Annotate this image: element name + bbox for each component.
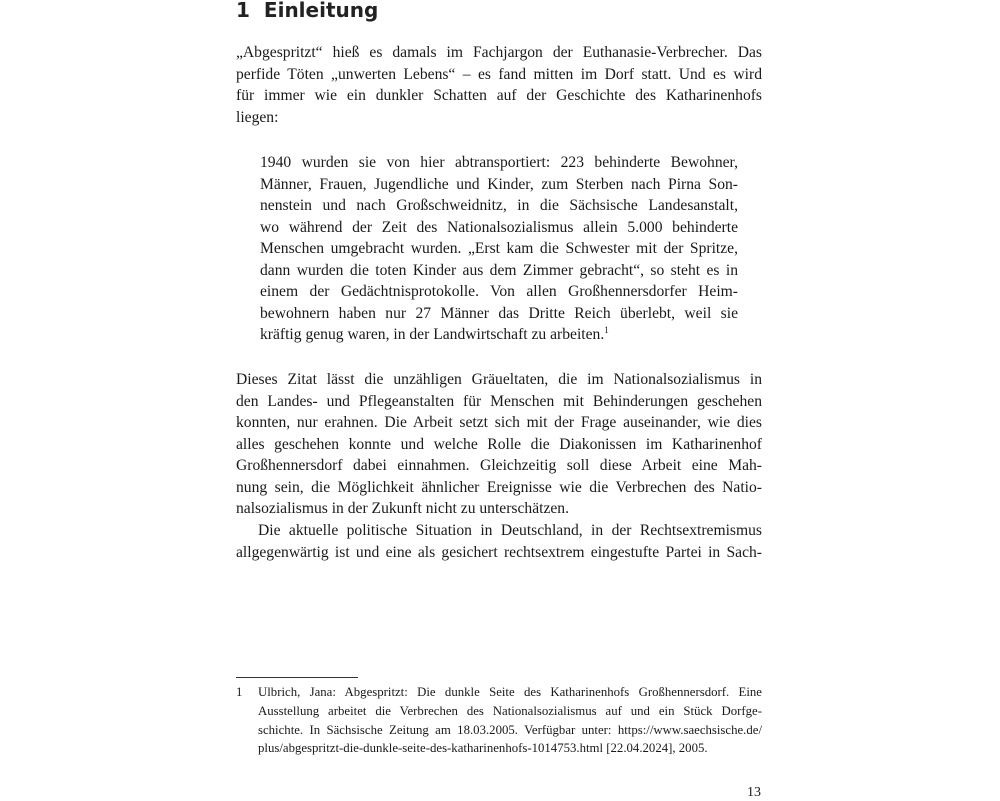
quote-line: bewohnern haben nur 27 Männer das Dritte Reich überlebt, weil sie	[260, 304, 738, 322]
block-quote	[260, 152, 738, 346]
quote-line: Männer, Frauen, Jugendliche und Kinder, zum Sterben nach Pirna Son-	[260, 175, 738, 193]
body-line: Großhennersdorf dabei einnahmen. Gleichzeitig soll diese Arbeit eine Mah-	[236, 457, 762, 474]
footnote-number: 1	[236, 685, 243, 699]
footnote-text: Ulbrich, Jana: Abgespritzt: Die dunkle Seite des Katharinenhofs Großhennersdorf. Eine	[258, 685, 762, 699]
body-line: alles geschehen konnte und welche Rolle die Diakonissen im Katharinenhof	[236, 435, 762, 453]
body-line: allgegenwärtig ist und eine als gesichert rechtsextrem eingestufte Partei in Sach-	[236, 543, 762, 561]
intro-line: „Abgespritzt“ hieß es damals im Fachjargon der Euthanasie-Verbrecher. Das	[236, 44, 762, 61]
intro-line: liegen:	[236, 108, 279, 126]
quote-line: dann wurden die toten Kinder aus dem Zimmer gebracht“, so steht es in	[260, 261, 738, 279]
intro-paragraph	[236, 42, 762, 128]
quote-line: einem der Gedächtnisprotokolle. Von allen Großhennersdorfer Heim-	[260, 283, 738, 300]
body-line: Dieses Zitat lässt die unzähligen Gräueltaten, die im Nationalsozialismus in	[236, 371, 762, 388]
body-line: nalsozialismus in der Zukunft nicht zu unterschätzen.	[236, 500, 570, 517]
intro-line: für immer wie ein dunkler Schatten auf der Geschichte des Katharinenhofs	[236, 87, 762, 104]
chapter-heading	[236, 0, 378, 23]
body-line: Die aktuelle politische Situation in Deutschland, in der Rechtsextremismus	[258, 522, 762, 539]
body-line: konnten, nur erahnen. Die Arbeit setzt sich mit der Frage auseinander, wie dies	[236, 414, 762, 431]
footnote	[236, 683, 762, 758]
quote-line: kräftig genug waren, in der Landwirtschaft zu arbeiten.	[260, 326, 605, 343]
quote-line: nenstein und nach Großschweidnitz, in die Sächsische Landesanstalt,	[260, 197, 738, 214]
intro-line: perfide Töten „unwerten Lebens“ – es fand mitten im Dorf statt. Und es wird	[236, 65, 762, 83]
quote-line: wo während der Zeit des Nationalsozialismus allein 5.000 behinderte	[260, 218, 738, 236]
chapter-number: 1	[236, 0, 250, 22]
chapter-title: Einleitung	[263, 0, 379, 22]
quote-line: 1940 wurden sie von hier abtransportiert: 223 behinderte Bewohner,	[260, 154, 738, 171]
footnote-line	[236, 683, 762, 702]
footnote-line: Ausstellung arbeitet die Verbrechen des Nationalsozialismus auf und ein Stück Dorfge-	[258, 703, 762, 718]
footnote-divider	[236, 677, 358, 678]
body-line: nung sein, die Möglichkeit ähnlicher Ereignisse wie die Verbrechen des Natio-	[236, 478, 762, 496]
footnote-line: schichte. In Sächsische Zeitung am 18.03.2005. Verfügbar unter: https://www.saechsische.de/	[258, 722, 762, 737]
body-paragraph-1	[236, 369, 762, 520]
quote-line: Menschen umgebracht wurden. „Erst kam die Schwester mit der Spritze,	[260, 240, 738, 257]
quote-line-last	[260, 324, 738, 346]
footnote-line: plus/abgespritzt-die-dunkle-seite-des-katharinenhofs-1014753.html [22.04.2024], 2005.	[258, 741, 708, 756]
page-number: 13	[747, 785, 761, 800]
body-line: den Landes- und Pflegeanstalten für Menschen mit Behinderungen geschehen	[236, 392, 762, 410]
body-paragraph-2	[236, 520, 762, 563]
footnote-reference[interactable]: 1	[604, 325, 609, 335]
